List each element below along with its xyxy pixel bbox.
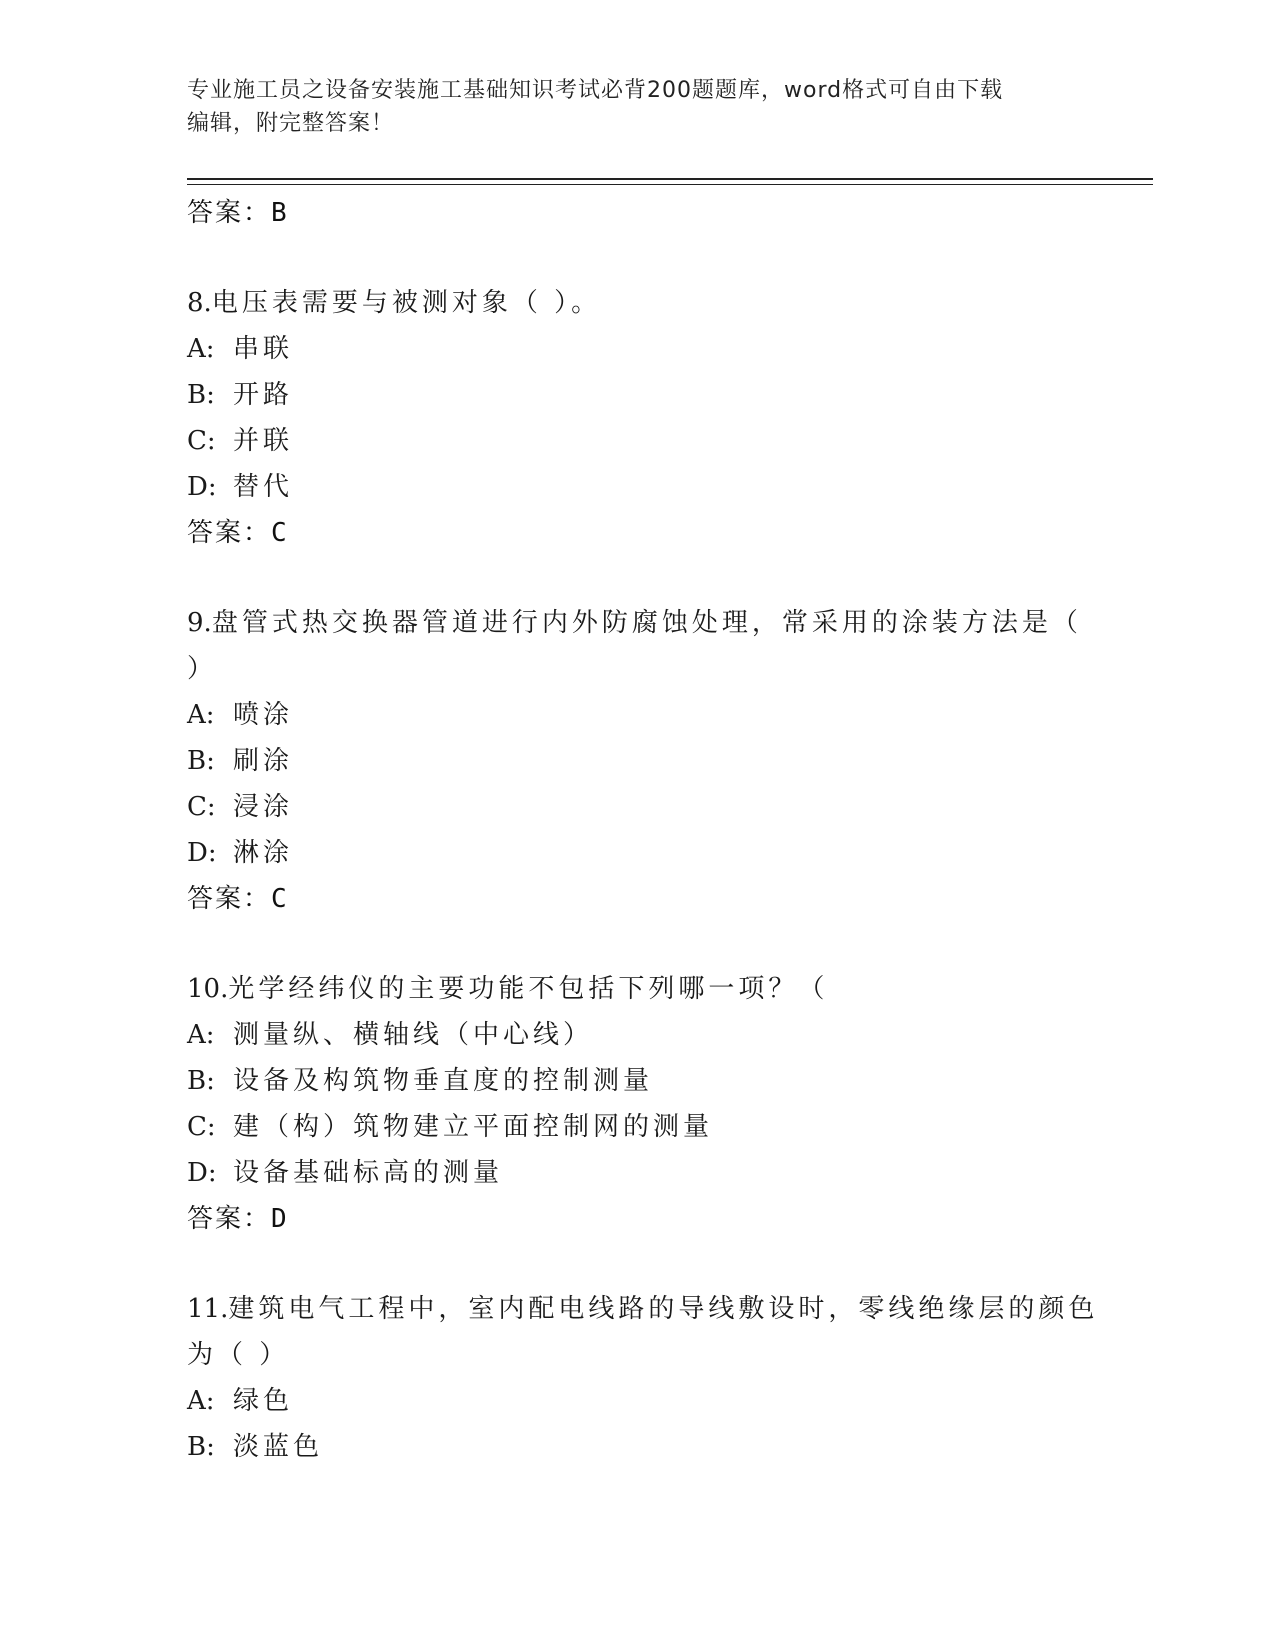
question-stem [187,1286,1099,1332]
option-text: 串联 [233,334,294,364]
question-number: 10. [187,974,229,1004]
question-spacer [187,922,1087,966]
option-line [187,1150,1087,1196]
option-key: C: [187,426,216,456]
question-stem [187,280,1087,326]
answer-line [187,190,1087,236]
question-list [187,190,1099,1470]
answer-label: 答案： [187,884,272,914]
option-line [187,1058,1087,1104]
option-key: D: [187,838,217,868]
option-key: C: [187,792,216,822]
option-line [187,1012,1087,1058]
answer-label: 答案： [187,198,272,228]
option-key: B: [187,1432,215,1462]
answer-line [187,1196,1087,1242]
option-line [187,326,1087,372]
header-line-2: 编辑，附完整答案！ [187,111,395,136]
answer-line [187,510,1087,556]
option-key: C: [187,1112,216,1142]
question-spacer [187,236,1087,280]
header-divider [187,178,1153,185]
option-key: A: [187,1020,215,1050]
question-number: 11. [187,1294,229,1324]
option-line [187,784,1087,830]
option-text: 测量纵、横轴线（中心线） [233,1020,594,1050]
question-text: 电压表需要与被测对象（ ）。 [211,288,602,318]
question-number: 8. [187,288,212,318]
question-block [187,966,1087,1242]
option-line [187,372,1087,418]
option-text: 喷涂 [233,700,294,730]
answer-line [187,876,1087,922]
option-line [187,830,1087,876]
answer-value: D [271,1204,289,1234]
question-block [187,600,1087,922]
answer-value: C [271,518,289,548]
question-text: 建筑电气工程中，室内配电线路的导线敷设时，零线绝缘层的颜色 [228,1294,1099,1324]
answer-value: C [271,884,289,914]
option-key: A: [187,700,215,730]
question-stem [187,600,1087,646]
option-text: 淋涂 [233,838,294,868]
question-text: 光学经纬仪的主要功能不包括下列哪一项？（ [228,974,829,1004]
document-header [187,74,1067,140]
option-key: B: [187,1066,215,1096]
option-line [187,464,1087,510]
question-stem-continued: ） [187,654,218,684]
option-line [187,1378,1087,1424]
option-text: 淡蓝色 [233,1432,324,1462]
option-text: 替代 [233,472,294,502]
option-key: A: [187,334,215,364]
question-stem-continued: 为（ ） [187,1340,290,1370]
option-text: 并联 [233,426,294,456]
option-text: 建（构）筑物建立平面控制网的测量 [233,1112,714,1142]
option-key: D: [187,472,217,502]
question-block [187,280,1087,556]
option-line [187,1104,1087,1150]
option-key: B: [187,746,215,776]
option-text: 绿色 [233,1386,294,1416]
option-line [187,418,1087,464]
option-line [187,738,1087,784]
option-text: 刷涂 [233,746,294,776]
answer-label: 答案： [187,518,272,548]
question-spacer [187,1242,1087,1286]
question-number: 9. [187,608,212,638]
answer-value: B [271,198,289,228]
option-key: D: [187,1158,217,1188]
option-line [187,1424,1087,1470]
option-text: 设备基础标高的测量 [233,1158,504,1188]
question-stem [187,966,1087,1012]
option-text: 浸涂 [233,792,294,822]
question-block [187,1286,1099,1470]
option-key: A: [187,1386,215,1416]
option-line [187,692,1087,738]
option-text: 设备及构筑物垂直度的控制测量 [233,1066,654,1096]
question-spacer [187,556,1087,600]
option-text: 开路 [233,380,294,410]
header-line-1: 专业施工员之设备安装施工基础知识考试必背200题题库，word格式可自由下载 [187,78,1004,103]
option-key: B: [187,380,215,410]
question-text: 盘管式热交换器管道进行内外防腐蚀处理，常采用的涂装方法是（ [211,608,1082,638]
answer-label: 答案： [187,1204,272,1234]
